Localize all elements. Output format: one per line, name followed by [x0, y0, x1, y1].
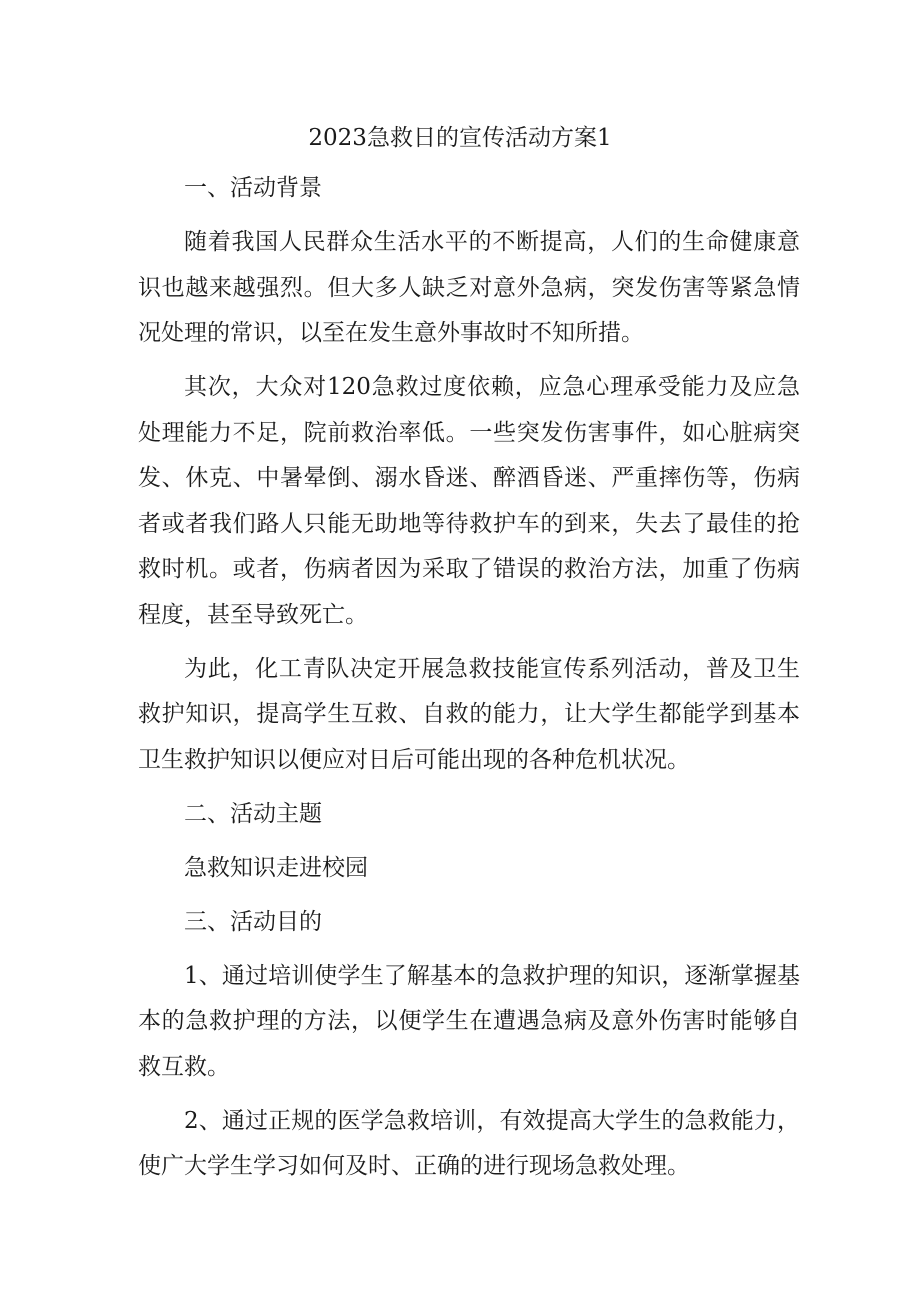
section-heading-background: 一、活动背景 — [184, 175, 322, 201]
paragraph-purpose-2: 2、通过正规的医学急救培训，有效提高大学生的急救能力，使广大学生学习如何及时、正确的进行现场急救处理。 — [138, 1107, 800, 1179]
document-body — [138, 166, 800, 1198]
paragraph-therefore: 为此，化工青队决定开展急救技能宣传系列活动，普及卫生救护知识，提高学生互救、自救的能力，让大学生都能学到基本卫生救护知识以便应对日后可能出现的各种危机状况。 — [138, 655, 800, 773]
paragraph-purpose-1: 1、通过培训使学生了解基本的急救护理的知识，逐渐掌握基本的急救护理的方法，以便学生在遭遇急病及意外伤害时能够自救互救。 — [138, 962, 800, 1080]
section-heading-purpose: 三、活动目的 — [184, 908, 322, 935]
section-heading-theme: 二、活动主题 — [184, 800, 322, 827]
paragraph-theme: 急救知识走进校园 — [184, 854, 368, 881]
paragraph-background: 随着我国人民群众生活水平的不断提高，人们的生命健康意识也越来越强烈。但大多人缺乏对意外急病，突发伤害等紧急情况处理的常识，以至在发生意外事故时不知所措。 — [138, 229, 800, 346]
document-title: 2023急救日的宣传活动方案1 — [308, 125, 612, 151]
paragraph-secondly: 其次，大众对120急救过度依赖，应急心理承受能力及应急处理能力不足，院前救治率低。一些突发伤害事件，如心脏病突发、休克、中暑晕倒、溺水昏迷、醉酒昏迷、严重摔伤等，伤病者或者我们路人只能无助地等待救护车的到来，失去了最佳的抢救时机。或者，伤病者因为采取了错误的救治方法，加重了伤病程度，甚至导致死亡。 — [138, 374, 800, 628]
